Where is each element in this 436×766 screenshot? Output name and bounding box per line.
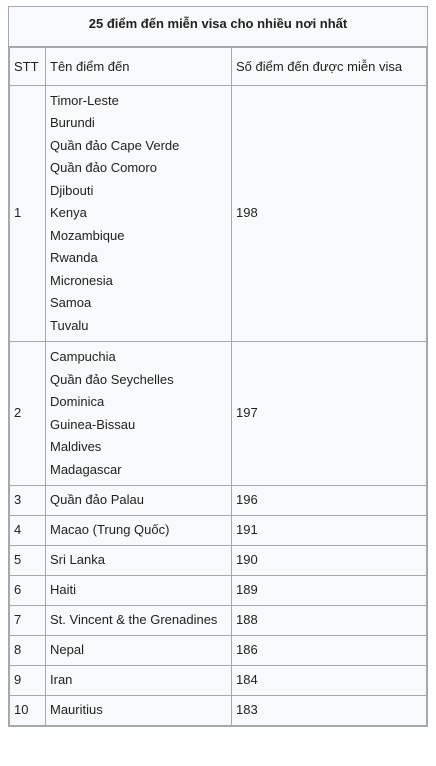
destination-name: Kenya	[50, 205, 87, 220]
table-row	[10, 546, 427, 576]
destination-name: Djibouti	[50, 182, 94, 198]
destination-name: Tuvalu	[50, 317, 89, 333]
row-destinations	[46, 606, 232, 636]
row-destinations	[46, 636, 232, 666]
destination-name: Nepal	[50, 642, 84, 658]
row-visa-free-count: 190	[232, 546, 427, 576]
row-stt: 6	[10, 576, 46, 606]
row-destinations	[46, 546, 232, 576]
row-destinations	[46, 85, 232, 342]
header-visa-free-count: Số điểm đến được miễn visa	[232, 47, 427, 85]
row-destinations	[46, 516, 232, 546]
header-row	[10, 47, 427, 85]
row-stt: 1	[10, 85, 46, 342]
table-row	[10, 516, 427, 546]
row-visa-free-count: 189	[232, 576, 427, 606]
destination-name: Samoa	[50, 295, 92, 310]
table-body	[10, 85, 427, 726]
row-stt: 9	[10, 666, 46, 696]
destination-name: Iran	[50, 672, 73, 688]
destination-name: Haiti	[50, 582, 77, 598]
row-visa-free-count: 184	[232, 666, 427, 696]
row-visa-free-count: 183	[232, 696, 427, 726]
destination-name: Rwanda	[50, 250, 98, 265]
destination-name: Micronesia	[50, 272, 113, 288]
destination-name: St. Vincent & the Grenadines	[50, 612, 218, 628]
visa-free-table-container	[8, 6, 428, 727]
table-row	[10, 576, 427, 606]
table-row	[10, 85, 427, 342]
table-row	[10, 696, 427, 726]
destination-name: Quần đảo Palau	[50, 492, 144, 508]
destination-name: Macao (Trung Quốc)	[50, 522, 170, 538]
row-destinations	[46, 342, 232, 486]
visa-free-table	[9, 7, 427, 726]
row-visa-free-count: 197	[232, 342, 427, 486]
destination-name: Dominica	[50, 394, 105, 409]
row-visa-free-count: 191	[232, 516, 427, 546]
row-destinations	[46, 576, 232, 606]
row-stt: 3	[10, 486, 46, 516]
row-stt: 5	[10, 546, 46, 576]
destination-name: Sri Lanka	[50, 552, 105, 568]
row-stt: 7	[10, 606, 46, 636]
row-stt: 2	[10, 342, 46, 486]
row-visa-free-count: 196	[232, 486, 427, 516]
row-stt: 10	[10, 696, 46, 726]
row-visa-free-count: 188	[232, 606, 427, 636]
header-stt: STT	[10, 47, 46, 85]
row-stt: 4	[10, 516, 46, 546]
destination-name: Quần đảo Cape Verde	[50, 137, 180, 153]
destination-name: Quần đảo Comoro	[50, 160, 157, 175]
destination-name: Guinea-Bissau	[50, 416, 136, 432]
row-destinations	[46, 696, 232, 726]
table-row	[10, 342, 427, 486]
table-row	[10, 486, 427, 516]
destination-name: Maldives	[50, 439, 102, 454]
row-visa-free-count: 186	[232, 636, 427, 666]
destination-name: Timor-Leste	[50, 92, 119, 108]
destination-name: Campuchia	[50, 349, 116, 364]
table-caption: 25 điểm đến miễn visa cho nhiều nơi nhất	[9, 7, 427, 47]
destination-name: Quần đảo Seychelles	[50, 371, 174, 387]
table-row	[10, 666, 427, 696]
destination-name: Mozambique	[50, 227, 125, 243]
table-row	[10, 606, 427, 636]
row-stt: 8	[10, 636, 46, 666]
row-visa-free-count: 198	[232, 85, 427, 342]
destination-name: Burundi	[50, 115, 95, 130]
header-destination: Tên điểm đến	[46, 47, 232, 85]
destination-name: Madagascar	[50, 461, 122, 477]
destination-name: Mauritius	[50, 702, 103, 718]
row-destinations	[46, 666, 232, 696]
row-destinations	[46, 486, 232, 516]
table-row	[10, 636, 427, 666]
